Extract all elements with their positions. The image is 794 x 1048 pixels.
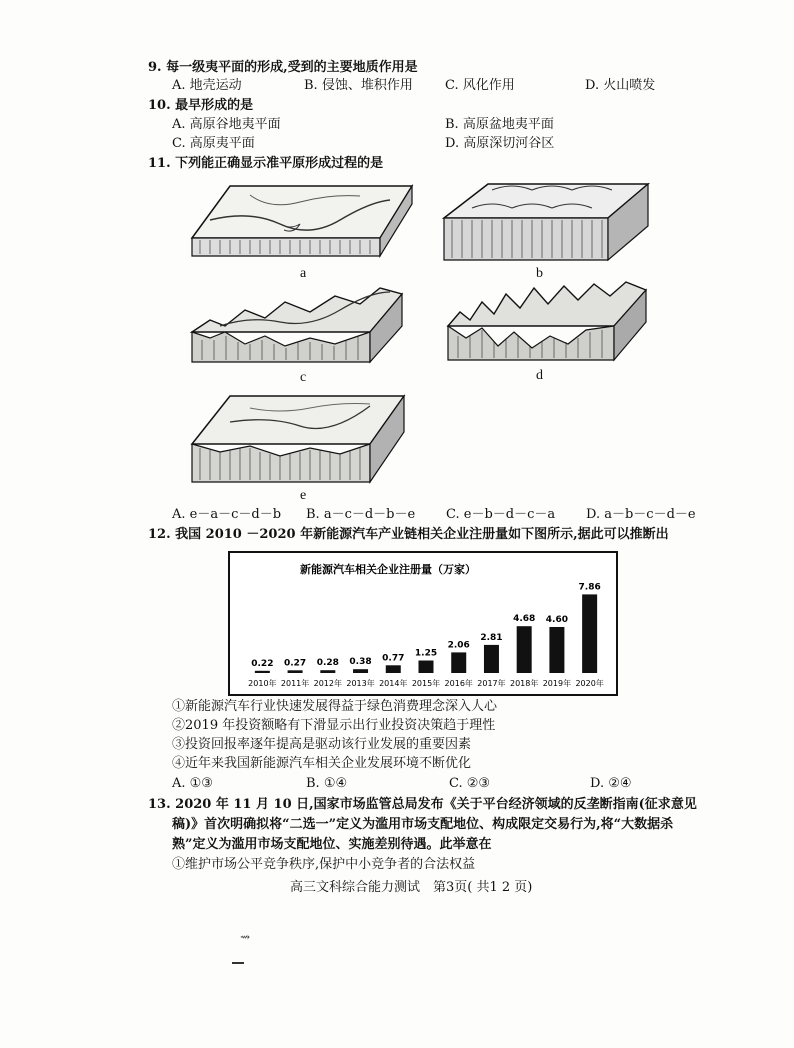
chart-bar: [582, 594, 597, 673]
chart-data-label: 0.22: [251, 658, 274, 669]
q11-option-a: A. e－a－c－d－b: [172, 507, 282, 522]
chart-tick-label: 2012年: [313, 679, 342, 688]
q12-option-c: C. ②③: [449, 776, 491, 791]
q9-option-c: C. 风化作用: [445, 78, 515, 93]
chart-title: 新能源汽车相关企业注册量（万家）: [300, 563, 476, 576]
landform-block-b: [442, 180, 652, 264]
chart-data-label: 7.86: [578, 582, 601, 593]
q12-statement-3: ③投资回报率逐年提高是驱动该行业发展的重要因素: [172, 737, 472, 752]
chart-data-label: 4.60: [545, 615, 569, 625]
q13-line-2: 稿)》首次明确拟将“二选一”定义为滥用市场支配地位、构成限定交易行为,将“大数据杀: [172, 817, 674, 832]
chart-data-label: 4.68: [513, 614, 536, 625]
q11-option-b: B. a－c－d－b－e: [306, 507, 416, 522]
q10-option-d: D. 高原深切河谷区: [445, 136, 555, 151]
q12-option-d: D. ②④: [590, 776, 632, 791]
q9-stem: 9. 每一级夷平面的形成,受到的主要地质作用是: [148, 60, 418, 75]
chart-bar: [484, 645, 499, 673]
label-d: d: [536, 368, 543, 383]
q10-option-c: C. 高原夷平面: [172, 136, 255, 151]
q13-line-1: 13. 2020 年 11 月 10 日,国家市场监管总局发布《关于平台经济领域的反垄断指南(征求意见: [148, 797, 697, 812]
chart-data-label: 1.25: [414, 648, 438, 659]
chart-data-label: 0.38: [349, 657, 372, 668]
chart-data-label: 0.28: [316, 658, 339, 669]
chart-bar: [288, 670, 303, 673]
chart-tick-label: 2010年: [248, 679, 277, 688]
chart-bar: [353, 669, 368, 673]
q12-option-a: A. ①③: [172, 776, 213, 791]
landform-block-a: [190, 180, 415, 260]
label-e: e: [300, 488, 307, 503]
chart-tick-label: 2015年: [411, 679, 441, 688]
q11-option-c: C. e－b－d－c－a: [446, 507, 556, 522]
chart-bar: [419, 661, 434, 674]
chart-data-label: 2.81: [480, 632, 503, 643]
chart-canvas: [230, 553, 616, 694]
chart-data-label: 0.27: [283, 658, 307, 669]
chart-data-label: 0.77: [382, 653, 405, 664]
q9-option-a: A. 地壳运动: [172, 78, 242, 93]
q10-option-b: B. 高原盆地夷平面: [445, 117, 554, 132]
chart-tick-label: 2011年: [280, 679, 310, 688]
q10-option-a: A. 高原谷地夷平面: [172, 117, 281, 132]
chart-tick-label: 2018年: [510, 679, 539, 688]
chart-tick-label: 2020年: [575, 679, 604, 688]
chart-tick-label: 2016年: [444, 679, 473, 688]
chart-tick-label: 2013年: [346, 679, 375, 688]
label-a: a: [300, 266, 307, 281]
q12-statement-1: ①新能源汽车行业快速发展得益于绿色消费理念深入人心: [172, 699, 498, 714]
chart-bar: [255, 671, 270, 673]
q12-statement-2: ②2019 年投资额略有下滑显示出行业投资决策趋于理性: [172, 718, 496, 733]
q9-option-d: D. 火山喷发: [585, 78, 656, 93]
landform-block-d: [446, 280, 651, 364]
chart-bar: [549, 627, 564, 673]
chart-bar: [451, 652, 466, 673]
scan-mark: ⇝: [240, 930, 251, 944]
scan-dash: [232, 962, 244, 964]
q9-option-b: B. 侵蚀、堆积作用: [304, 78, 413, 93]
chart-bar: [386, 665, 401, 673]
q10-stem: 10. 最早形成的是: [148, 98, 254, 113]
q12-stem: 12. 我国 2010 －2020 年新能源汽车产业链相关企业注册量如下图所示,据此可以推断出: [148, 527, 669, 542]
chart-data-label: 2.06: [447, 640, 470, 651]
label-c: c: [300, 370, 307, 385]
q12-statement-4: ④近年来我国新能源汽车相关企业发展环境不断优化: [172, 756, 472, 771]
q13-line-3: 熟”定义为滥用市场支配地位、实施差别待遇。此举意在: [172, 837, 492, 852]
landform-block-c: [190, 282, 405, 366]
chart-bar: [320, 670, 335, 673]
label-b: b: [536, 266, 543, 281]
chart-tick-label: 2019年: [542, 679, 572, 688]
q11-stem: 11. 下列能正确显示准平原形成过程的是: [148, 156, 384, 171]
chart-bar: [517, 626, 532, 673]
q12-option-b: B. ①④: [306, 776, 348, 791]
page-footer: 高三文科综合能力测试 第3页( 共1 2 页): [290, 880, 533, 895]
registration-bar-chart: [228, 551, 618, 696]
q13-statement-1: ①维护市场公平竞争秩序,保护中小竞争者的合法权益: [172, 857, 476, 872]
chart-tick-label: 2014年: [379, 679, 408, 688]
q11-option-d: D. a－b－c－d－e: [586, 507, 696, 522]
chart-tick-label: 2017年: [477, 679, 506, 688]
landform-block-e: [190, 392, 408, 486]
